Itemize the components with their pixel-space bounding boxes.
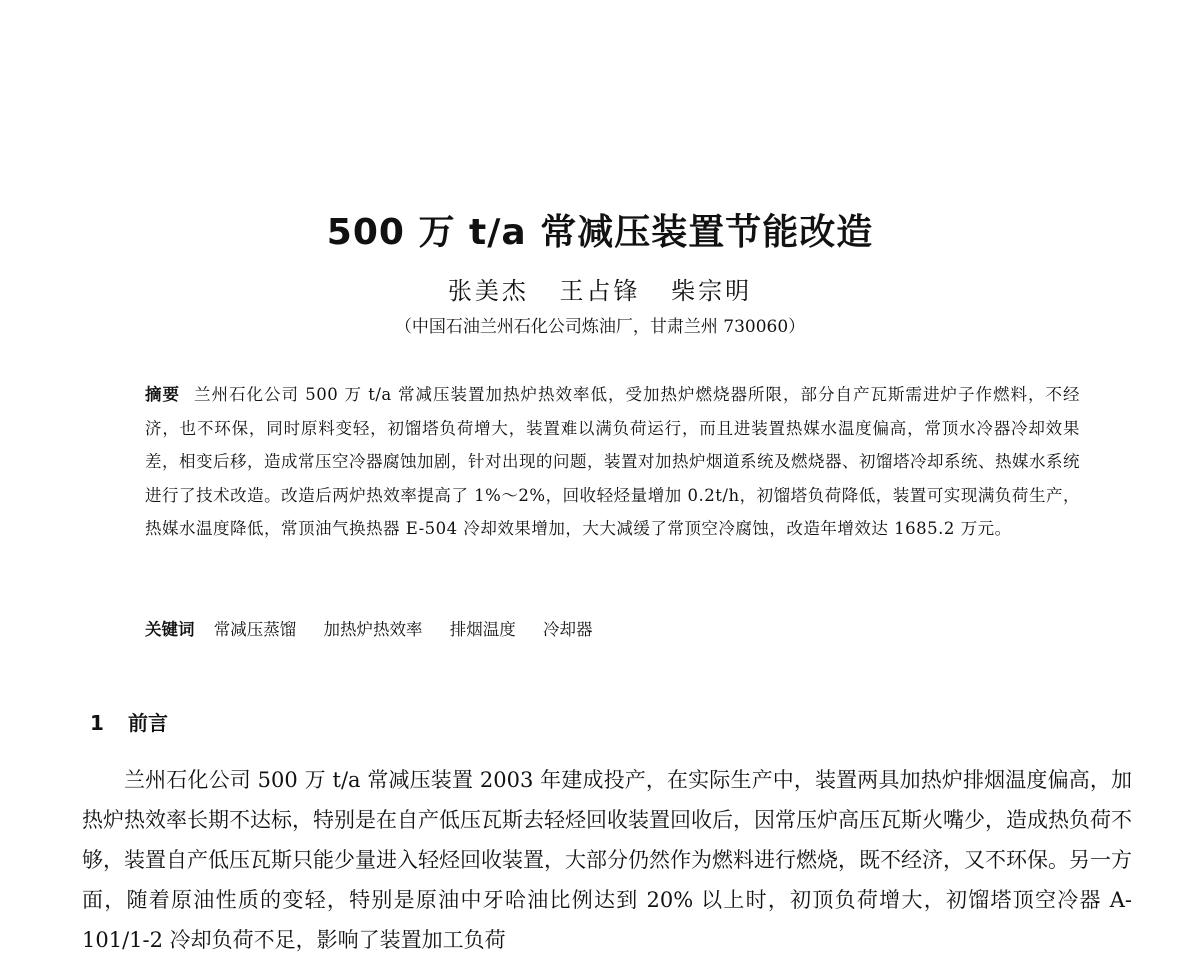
abstract-text: 兰州石化公司 500 万 t/a 常减压装置加热炉热效率低，受加热炉燃烧器所限，部分自产瓦斯需进炉子作燃料，不经济，也不环保，同时原料变轻，初馏塔负荷增大，装置难以满负荷运行，而且进装置热媒水温度偏高，常顶水冷器冷却效果差，相变后移，造成常压空冷器腐蚀加剧，针对出现的问题，装置对加热炉烟道系统及燃烧器、初馏塔冷却系统、热媒水系统进行了技术改造。改造后两炉热效率提高了 1%～2%，回收轻烃量增加 0.2t/h，初馏塔负荷降低，装置可实现满负荷生产，热媒水温度降低，常顶油气换热器 E-504 冷却效果增加，大大减缓了常顶空冷腐蚀，改造年增效达 1685.2 万元。 — [145, 385, 1080, 538]
author-list — [0, 271, 1200, 306]
section-heading — [90, 707, 168, 736]
paper-title: 500 万 t/a 常减压装置节能改造 — [326, 212, 874, 254]
body-paragraph: 兰州石化公司 500 万 t/a 常减压装置 2003 年建成投产，在实际生产中，装置两具加热炉排烟温度偏高，加热炉热效率长期不达标，特别是在自产低压瓦斯去轻烃回收装置回收后，因常压炉高压瓦斯火嘴少，造成热负荷不够，装置自产低压瓦斯只能少量进入轻烃回收装置，大部分仍然作为燃料进行燃烧，既不经济，又不环保。另一方面，随着原油性质的变轻，特别是原油中牙哈油比例达到 20% 以上时，初顶负荷增大，初馏塔顶空冷器 A-101/1-2 冷却负荷不足，影响了装置加工负荷 — [82, 768, 1132, 952]
keyword: 排烟温度 — [449, 620, 516, 639]
section-number: 1 — [90, 710, 104, 735]
keywords-label: 关键词 — [145, 620, 195, 639]
author-name: 柴宗明 — [671, 277, 753, 305]
abstract — [145, 378, 1080, 546]
keyword: 常减压蒸馏 — [213, 620, 297, 639]
author-name: 张美杰 — [447, 277, 529, 305]
body-text — [82, 760, 1132, 960]
keyword: 加热炉热效率 — [323, 620, 423, 639]
keyword: 冷却器 — [543, 620, 593, 639]
affiliation: （中国石油兰州石化公司炼油厂，甘肃兰州 730060） — [394, 317, 806, 337]
section-title: 前言 — [128, 710, 168, 735]
keywords — [145, 616, 1080, 640]
keyword-list — [214, 620, 615, 639]
author-name: 王占锋 — [559, 277, 641, 305]
abstract-label: 摘要 — [145, 385, 180, 404]
